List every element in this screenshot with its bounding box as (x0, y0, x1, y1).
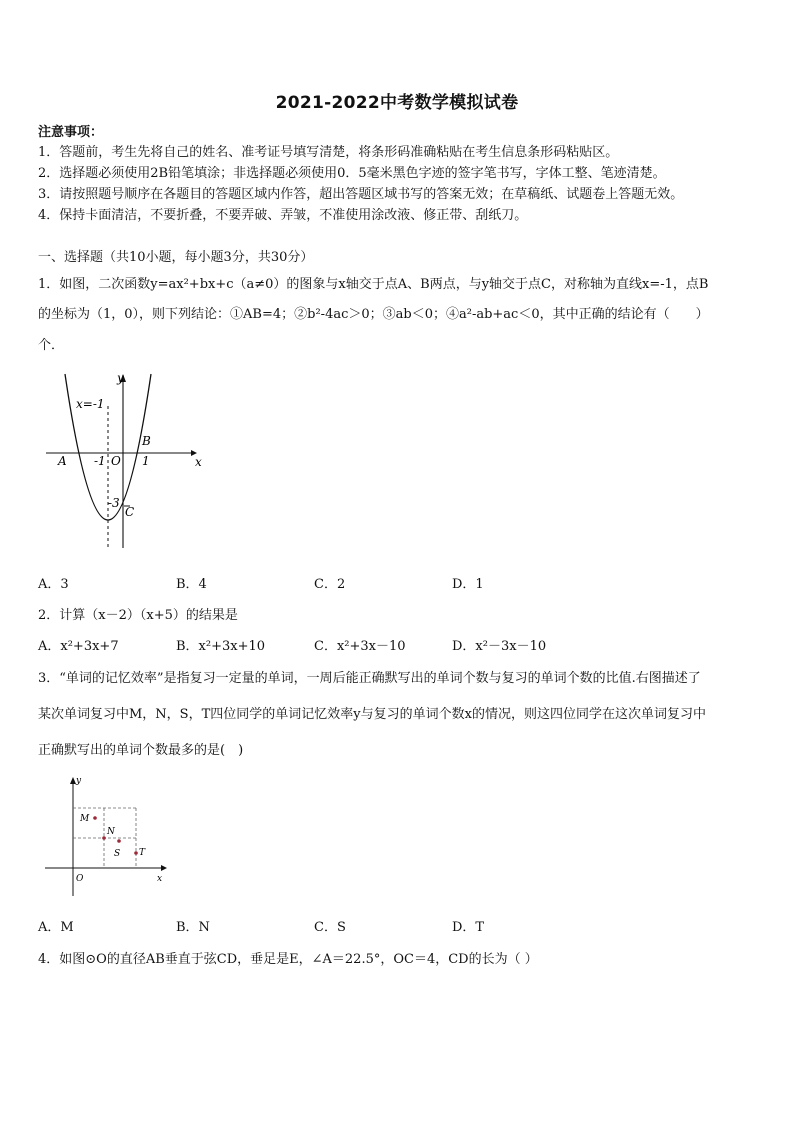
point-m (93, 816, 97, 820)
point-s (117, 839, 121, 843)
tick-label-neg3: -3 (108, 496, 120, 510)
q3-option-b: B．N (176, 920, 210, 935)
memory-efficiency-figure (40, 771, 170, 901)
origin-label: O (111, 454, 121, 468)
question-1-line-1: 1．如图，二次函数y=ax²+bx+c（a≠0）的图象与x轴交于点A、B两点，与y轴交于点C，对称轴为直线x=-1，点B (38, 277, 709, 292)
q2-option-b: B．x²+3x+10 (176, 639, 266, 654)
page-title: 2021-2022中考数学模拟试卷 (275, 93, 519, 113)
m-label: M (80, 814, 90, 824)
x-label: x (157, 874, 163, 884)
q1-option-a: A．3 (38, 577, 69, 592)
question-1-line-2: 的坐标为（1，0），则下列结论：①AB=4；②b²-4ac＞0；③ab＜0；④a²-ab+ac＜0，其中正确的结论有（ ） (38, 307, 709, 322)
y-label: y (76, 776, 82, 786)
question-3-line-3: 正确默写出的单词个数最多的是( ) (38, 743, 244, 758)
notice-item: 4．保持卡面清洁，不要折叠，不要弄破、弄皱，不准使用涂改液、修正带、刮纸刀。 (38, 208, 528, 223)
tick-label-neg1: -1 (94, 454, 106, 468)
x-axis-arrow (161, 865, 167, 871)
q1-option-c: C．2 (314, 577, 346, 592)
notice-item: 2．选择题必须使用2B铅笔填涂；非选择题必须使用0．5毫米黑色字迹的签字笔书写，字体工整、笔迹清楚。 (38, 166, 666, 181)
x-label: x (195, 455, 202, 469)
question-3-line-2: 某次单词复习中M，N，S，T四位同学的单词记忆效率y与复习的单词个数x的情况，则这四位同学在这次单词复习中 (38, 707, 706, 722)
s-label: S (114, 849, 121, 859)
section-heading: 一、选择题（共10小题，每小题3分，共30分） (38, 250, 314, 265)
t-label: T (139, 848, 146, 858)
q3-option-c: C．S (314, 920, 346, 935)
q2-option-a: A．x²+3x+7 (38, 639, 119, 654)
notice-item: 1．答题前，考生先将自己的姓名、准考证号填写清楚，将条形码准确粘贴在考生信息条形码粘贴区。 (38, 145, 619, 160)
tick-label-1: 1 (142, 454, 150, 468)
point-n (102, 836, 106, 840)
point-t (134, 851, 138, 855)
q3-option-a: A．M (38, 920, 74, 935)
q1-option-d: D．1 (452, 577, 484, 592)
notice-heading: 注意事项： (38, 125, 104, 140)
question-1-line-3: 个． (38, 338, 65, 353)
parabola-figure (38, 366, 208, 556)
q3-option-d: D．T (452, 920, 485, 935)
point-b-label: B (142, 434, 151, 448)
q1-option-b: B．4 (176, 577, 207, 592)
notice-item: 3．请按照题号顺序在各题目的答题区域内作答，超出答题区域书写的答案无效；在草稿纸、试题卷上答题无效。 (38, 187, 684, 202)
y-label: y (117, 371, 124, 385)
question-3-line-1: 3．“单词的记忆效率”是指复习一定量的单词，一周后能正确默写出的单词个数与复习的单词个数的比值.右图描述了 (38, 671, 701, 686)
point-a-label: A (58, 454, 67, 468)
q2-option-d: D．x²－3x－10 (452, 639, 547, 654)
axis-equation-label: x=-1 (76, 397, 105, 411)
point-c-label: C (125, 505, 135, 519)
question-2-stem: 2．计算（x－2）（x+5）的结果是 (38, 608, 238, 623)
question-4-stem: 4．如图⊙O的直径AB垂直于弦CD，垂足是E，∠A＝22.5°，OC＝4，CD的长为（ ） (38, 952, 538, 967)
origin-label: O (76, 874, 84, 884)
q2-option-c: C．x²+3x－10 (314, 639, 406, 654)
n-label: N (107, 827, 115, 837)
